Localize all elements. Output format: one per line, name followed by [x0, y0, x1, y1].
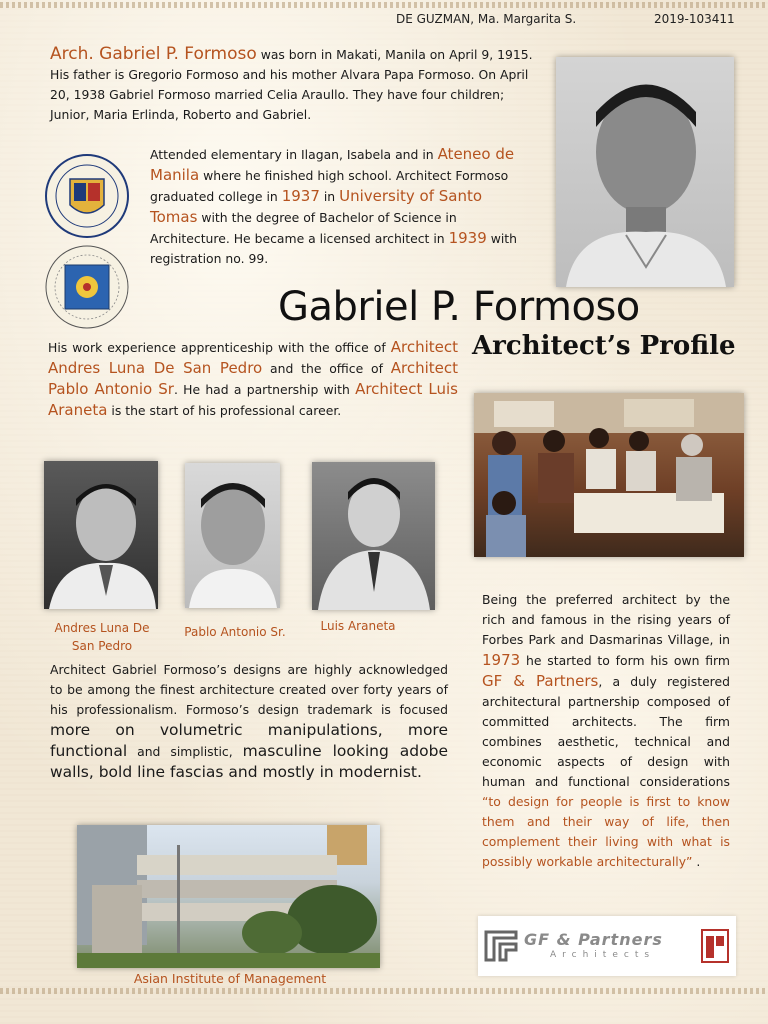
caption-antonio: Pablo Antonio Sr. [184, 625, 286, 639]
student-number: 2019-103411 [654, 12, 735, 26]
formoso-portrait-image [556, 57, 734, 287]
ateneo-seal-icon [44, 153, 130, 239]
gf-partners-logo [478, 916, 736, 976]
highlight-luna: Architect Andres Luna De San Pedro [48, 338, 458, 377]
intro-paragraph: Arch. Gabriel P. Formoso was born in Makati, Manila on April 9, 1915. His father is Gregorio Formoso and his mother Alvara Papa Formoso. On April 20, 1938 Gabriel Formoso married Celia Araullo. They have four children; Junior, Maria Erlinda, Roberto and Gabriel. [50, 44, 533, 122]
formoso-portrait [556, 57, 734, 287]
highlight-araneta: Architect Luis Araneta [48, 380, 458, 419]
highlight-adobe: masculine looking adobe walls, bold line fascias and mostly in modernist. [50, 742, 448, 781]
highlight-1937: 1937 [281, 187, 320, 205]
bottom-border [0, 988, 768, 994]
team-meeting-photo [474, 393, 744, 557]
portrait-antonio [185, 463, 280, 608]
highlight-antonio: Architect Pablo Antonio Sr [48, 359, 458, 398]
apprenticeship-paragraph: His work experience apprenticeship with the office of Architect Andres Luna De San Pedro and the office of Architect Pablo Antonio Sr. He had a partnership with Architect Luis Araneta is the start of his professional career. [48, 338, 458, 419]
caption-aim: Asian Institute of Management [133, 971, 327, 986]
author-name: DE GUZMAN, Ma. Margarita S. [396, 12, 577, 26]
highlight-ateneo: Ateneo de Manila [150, 145, 515, 184]
aim-building-image [77, 825, 380, 968]
aim-building-photo [77, 825, 380, 968]
portrait-luna [44, 461, 158, 609]
gf-logo-name: GF & Partners [524, 930, 663, 949]
highlight-gf-partners: GF & Partners [482, 672, 599, 690]
ust-seal [44, 244, 130, 334]
caption-araneta: Luis Araneta [320, 619, 396, 633]
highlight-1973: 1973 [482, 651, 521, 669]
portrait-luna-image [44, 461, 158, 609]
gf-logo-sub: Architects [550, 950, 656, 960]
portrait-antonio-image [185, 463, 280, 608]
highlight-volumetric: more on volumetric manipulations, more functional [50, 721, 448, 760]
page-title: Gabriel P. Formoso [278, 284, 640, 330]
education-paragraph: Attended elementary in Ilagan, Isabela and in Ateneo de Manila where he finished high school. Architect Formoso graduated college in 1937 in University of Santo Tomas with the degree of Bachelor of Science in Architecture. He became a licensed architect in 1939 with registration no. 99. [150, 145, 517, 266]
portrait-araneta-image [312, 462, 435, 610]
portrait-araneta [312, 462, 435, 610]
top-border [0, 2, 768, 8]
ateneo-seal [44, 153, 130, 243]
design-paragraph: Architect Gabriel Formoso’s designs are highly acknowledged to be among the finest architecture created over forty years of his professionalism. Formoso’s design trademark is focused more on volumetric manipulations, more functional and simplistic, masculine looking adobe walls, bold line fascias and mostly in modernist. [50, 662, 448, 781]
intro-name: Arch. Gabriel P. Formoso [50, 44, 257, 64]
gf-red-emblem-icon [700, 926, 730, 966]
firm-quote: “to design for people is first to know them and their way of life, then complement their living with what is possibly workable architecturally” [482, 794, 730, 869]
ust-seal-icon [44, 244, 130, 330]
firm-paragraph: Being the preferred architect by the rich and famous in the rising years of Forbes Park and Dasmarinas Village, in 1973 he started to form his own firm GF & Partners, a duly registered architectural partnership composed of committed architects. The firm combines aesthetic, technical and economic aspects of design with human and functional considerations “to design for people is first to know them and their way of life, then complement their living with what is possibly workable architecturally” . [482, 592, 730, 869]
gf-monogram-icon [482, 928, 520, 964]
caption-luna: Andres Luna De San Pedro [54, 621, 150, 653]
highlight-ust: University of Santo Tomas [150, 187, 483, 226]
highlight-1939: 1939 [448, 229, 487, 247]
team-meeting-image [474, 393, 744, 557]
page-subtitle: Architect’s Profile [472, 331, 736, 361]
